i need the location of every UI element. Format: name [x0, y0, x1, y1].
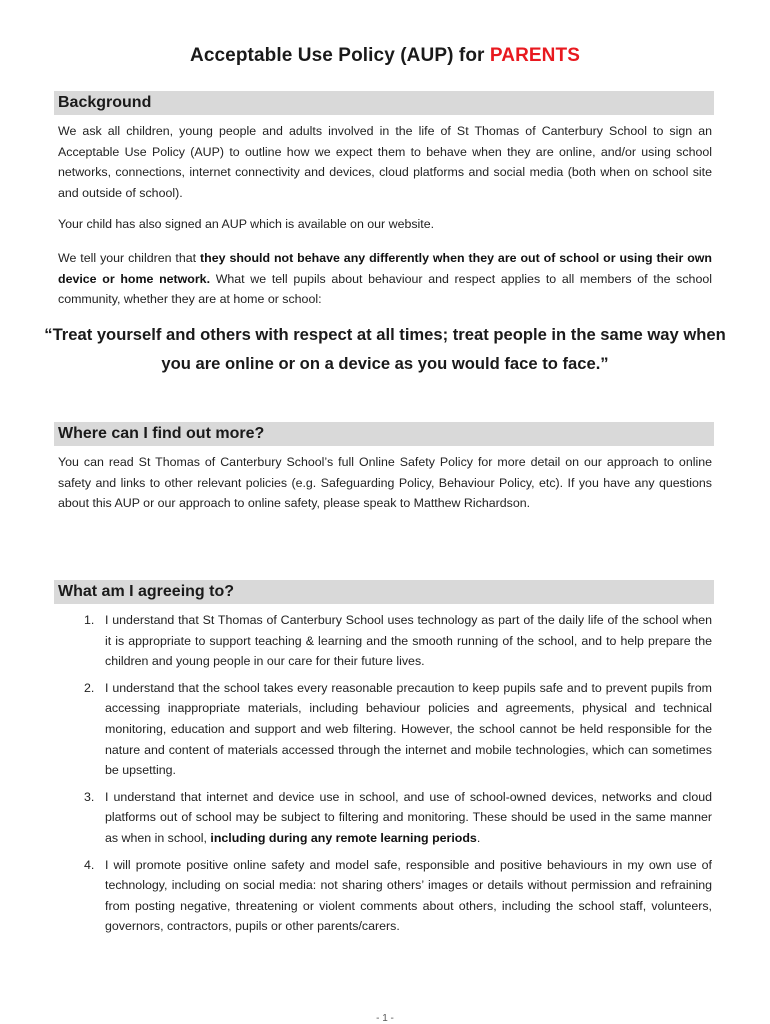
list-item-text: I will promote positive online safety and model safe, responsible and positive behaviours in my own use of technology, including on social media: not sharing others’ images or details without permission and refraining from posting negative, threatening or violent comments about others, including the school staff, volunteers, governors, contractors, pupils or other parents/carers. — [105, 857, 712, 934]
section-heading-find-out-more: Where can I find out more? — [54, 422, 714, 446]
section-heading-agreeing: What am I agreeing to? — [54, 580, 714, 604]
paragraph-3-start: We tell your children that — [58, 251, 201, 265]
background-paragraph-2: Your child has also signed an AUP which is available on our website. — [58, 217, 435, 231]
document-title — [0, 45, 770, 67]
list-item — [58, 787, 712, 849]
list-item-text: I understand that St Thomas of Canterbury School uses technology as part of the daily life of the school when it is appropriate to support teaching & learning and the smooth running of the school, and to help prepare the children and young people in our care for their future lives. — [105, 613, 712, 669]
page-number: - 1 - — [376, 1013, 394, 1024]
background-paragraph-3 — [58, 248, 712, 310]
title-accent: PARENTS — [489, 45, 580, 66]
list-item-end: . — [476, 830, 481, 845]
list-item-bold: including during any remote learning periods — [210, 830, 477, 845]
list-item — [58, 610, 712, 672]
list-item-number: 3. — [84, 789, 95, 804]
agreement-list — [58, 610, 712, 943]
respect-quote: “Treat yourself and others with respect at all times; treat people in the same way when you are online or on a device as you would face to face.” — [44, 325, 726, 373]
paragraph-3-end: What we tell pupils about behaviour and respect applies to all members of the school community, whether they are at home or school: — [58, 271, 712, 307]
section-heading-background: Background — [54, 91, 714, 115]
title-text: Acceptable Use Policy (AUP) for — [190, 45, 490, 66]
list-item-number: 1. — [84, 613, 95, 627]
paragraph-3-bold: they should not behave any differently when they are out of school or using their own device or home network. — [58, 251, 712, 286]
background-paragraph-1: We ask all children, young people and adults involved in the life of St Thomas of Canterbury School to sign an Acceptable Use Policy (AUP) to outline how we expect them to behave when they are online, and/or using school networks, connections, internet connectivity and devices, cloud platforms and social media (both when on school site and outside of school). — [58, 124, 712, 200]
list-item-number: 2. — [84, 680, 95, 695]
list-item-text: I understand that the school takes every reasonable precaution to keep pupils safe and to prevent pupils from accessing inappropriate materials, including behaviour policies and agreements, physical and technical monitoring, education and support and web filtering. However, the school cannot be held responsible for the nature and content of materials accessed through the internet and mobile technologies, which can sometimes be upsetting. — [105, 680, 712, 778]
list-item-number: 4. — [84, 857, 95, 872]
find-out-more-paragraph: You can read St Thomas of Canterbury School’s full Online Safety Policy for more detail on our approach to online safety and links to other relevant policies (e.g. Safeguarding Policy, Behaviour Policy, etc). If you have any questions about this AUP or our approach to online safety, please speak to Matthew Richardson. — [58, 455, 712, 511]
list-item — [58, 678, 712, 781]
list-item-text: I understand that internet and device use in school, and use of school-owned devices, networks and cloud platforms out of school may be subject to filtering and monitoring. These should be used in the same manner as when in school, — [105, 789, 712, 845]
list-item — [58, 855, 712, 937]
